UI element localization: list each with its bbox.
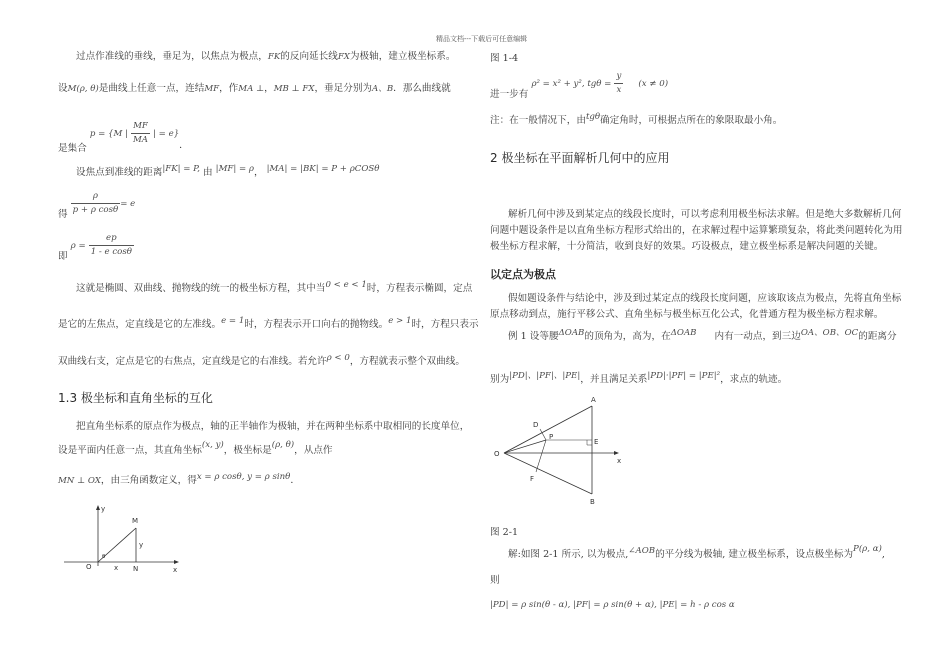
- text: ，方程就表示整个双曲线。: [349, 356, 465, 367]
- text: 由: [203, 167, 213, 178]
- text: 的顶角为，高为，在: [584, 331, 671, 342]
- math-distance-eqs: |PD| = ρ sin(θ - α), |PF| = ρ sin(θ + α), |PE| = h - ρ cos α: [490, 600, 735, 610]
- label-o: O: [494, 450, 500, 458]
- text: 解:如图 2-1 所示, 以为极点,: [508, 549, 629, 560]
- text: 是曲线上任意一点，连结: [98, 83, 205, 94]
- math-ellipse-cond: 0 < e < 1: [325, 280, 367, 290]
- text: ．: [290, 475, 300, 486]
- page-header: 精品文档---下载后可任意编辑: [436, 35, 528, 43]
- label-m: M: [132, 517, 139, 525]
- math-triangle: ΔOAB: [670, 328, 697, 338]
- math-rho-theta: (ρ, θ): [271, 440, 295, 450]
- text: ，: [264, 83, 274, 94]
- equation-further: [490, 70, 669, 100]
- math-rho-squared: ρ² = x² + y², tgθ =: [531, 79, 612, 89]
- paragraph-hyperbola: [58, 355, 465, 369]
- side-oa: [504, 406, 592, 453]
- math-fraction: [71, 190, 121, 217]
- math-angle: ∠AOB: [628, 546, 656, 556]
- paragraph-conversion: 把直角坐标系的原点作为极点，轴的正半轴作为极轴，并在两种坐标系中取相同的长度单位，: [76, 421, 470, 432]
- math-cond: (x ≠ 0): [638, 79, 669, 89]
- text: 注：在一般情况下，由: [490, 115, 586, 126]
- math-ma-bk: |MA| = |BK| = P + ρCOSθ: [266, 164, 380, 174]
- frac-num: y: [614, 70, 623, 84]
- paragraph-intro-3: 极坐标方程求解，十分简洁，收到良好的效果。巧设极点，建立极坐标系是解决问题的关键。: [490, 241, 884, 252]
- paragraph-example-2: [490, 373, 787, 387]
- label-y: y: [101, 505, 106, 513]
- label-a: A: [591, 396, 596, 404]
- paragraph-distance: [76, 166, 379, 180]
- x-axis-arrow: [174, 560, 179, 564]
- text: 确定角时，可根据点所在的象限取最小角。: [600, 115, 783, 126]
- text: 的平分线为极轴, 建立极坐标系，设点极坐标为: [655, 549, 854, 560]
- paragraph-method-2: 原点移动到点，施行平移公式、直角坐标与极坐标互化公式，化普通方程为极坐标方程求解。: [490, 309, 884, 320]
- math-fk-p: |FK| = P,: [162, 164, 200, 174]
- side-ob: [504, 453, 592, 494]
- text: 时，方程表示椭圆，定点: [366, 283, 473, 294]
- math-fraction: [131, 120, 150, 147]
- frac-num: MF: [131, 120, 150, 134]
- math-set-right: | = e}: [153, 129, 180, 139]
- text: 的反向延长线: [280, 51, 338, 62]
- text: ,: [881, 549, 885, 560]
- math-set-left: p = {M |: [89, 129, 128, 139]
- text: 过点作准线的垂线，垂足为，以焦点为极点，: [76, 51, 268, 62]
- math-ab: A、B: [372, 84, 394, 94]
- label-o: O: [86, 563, 92, 571]
- text: ，: [253, 167, 264, 178]
- text: 得: [58, 209, 68, 220]
- equation-get: [58, 190, 136, 220]
- text: ，从点作: [294, 445, 333, 456]
- section-heading-2: 2 极坐标在平面解析几何中的应用: [490, 151, 670, 165]
- frac-num: ep: [89, 232, 134, 246]
- math-rho: ρ =: [70, 241, 86, 251]
- math-mf: MF: [204, 84, 220, 94]
- label-y-value: y: [139, 541, 144, 549]
- label-x: x: [617, 457, 622, 465]
- paragraph-intro-1: 解析几何中涉及到某定点的线段长度时，可以考虑利用极坐标法求解。但是绝大多数解析几何: [508, 209, 902, 220]
- math-fx: FX: [337, 52, 350, 62]
- math-relation: |PD|·|PF| = |PE|²: [647, 371, 721, 381]
- math-e-gt-1: e > 1: [388, 316, 412, 326]
- paragraph-note: [490, 114, 782, 128]
- figure-caption-1-4: 图 1-4: [490, 53, 519, 64]
- text: ，并且满足关系: [580, 374, 648, 385]
- text: 的距离分: [858, 331, 897, 342]
- frac-den: p + ρ cosθ: [72, 205, 119, 215]
- text: 双曲线右支，定点是它的右焦点，定直线是它的右准线。若允许: [58, 356, 327, 367]
- math-distances: |PD|、|PF|、|PE|: [509, 371, 581, 381]
- frac-den: x: [616, 85, 622, 95]
- paragraph-example-1: [508, 330, 897, 344]
- paragraph-set-point: [58, 82, 451, 96]
- right-angle-mark: [587, 440, 592, 445]
- text: ，作: [219, 83, 239, 94]
- label-x-value: x: [114, 564, 119, 572]
- text: 是它的左焦点，定直线是它的左准线。: [58, 319, 222, 330]
- math-sides: OA、OB、OC: [800, 328, 859, 338]
- label-p: P: [549, 433, 554, 441]
- paragraph-unified: [76, 282, 472, 296]
- figure-caption-2-1: 图 2-1: [490, 527, 519, 538]
- text: ，垂足分别为: [314, 83, 373, 94]
- math-fk: FK: [267, 52, 281, 62]
- figure-triangle: [486, 392, 636, 510]
- text: 例 1 设等腰: [508, 331, 559, 342]
- text: 时，方程表示开口向右的抛物线。: [244, 319, 389, 330]
- paragraph-set: [58, 120, 189, 154]
- paragraph-coords: [58, 440, 333, 458]
- label-d: D: [533, 421, 539, 429]
- label-theta: θ: [102, 554, 106, 560]
- label-b: B: [590, 498, 595, 506]
- math-tg-theta: tgθ: [585, 112, 601, 122]
- text: 别为: [490, 374, 510, 385]
- polar-axis-arrow: [614, 451, 619, 455]
- text: 设焦点到准线的距离: [76, 167, 163, 178]
- segment-pf: [536, 440, 546, 472]
- frac-den: 1 - e cosθ: [90, 247, 132, 257]
- text: 这就是椭圆、双曲线、抛物线的统一的极坐标方程，其中当: [76, 283, 326, 294]
- math-ma: MA ⊥: [238, 84, 265, 94]
- math-triangle: ΔOAB: [558, 328, 585, 338]
- text: 设: [58, 83, 68, 94]
- label-n: N: [133, 565, 139, 573]
- paragraph-then: 则: [490, 575, 500, 586]
- paragraph-directrix: [76, 50, 455, 64]
- text: ，求点的轨迹。: [720, 374, 788, 385]
- text: ，极坐标是: [223, 445, 272, 456]
- paragraph-intro-2: 问题中题设条件是以直角坐标方程形式给出的，在求解过程中运算繁琐复杂，将此类问题转化为用: [490, 225, 903, 236]
- text: ，由三角函数定义，得: [100, 475, 197, 486]
- math-fraction: [614, 70, 623, 97]
- paragraph-trig: [58, 474, 300, 488]
- text: 内有一动点，到三边: [714, 331, 801, 342]
- y-axis-arrow: [96, 505, 100, 510]
- section-heading-1-3: 1.3 极坐标和直角坐标的互化: [58, 391, 213, 405]
- math-mf-rho: |MF| = ρ: [215, 164, 254, 174]
- math-mn-ox: MN ⊥ OX: [58, 476, 101, 486]
- text: ．那么曲线就: [393, 83, 451, 94]
- subsection-heading-fixed-point: 以定点为极点: [490, 268, 556, 281]
- label-x-axis: x: [173, 566, 178, 574]
- frac-num: ρ: [71, 190, 121, 204]
- label-e: E: [594, 438, 599, 446]
- paragraph-solution: [508, 544, 885, 562]
- text: 为极轴，建立极坐标系。: [349, 51, 456, 62]
- math-e-eq-1: e = 1: [221, 316, 245, 326]
- math-mb: MB ⊥ FX: [273, 84, 315, 94]
- text: 时，方程只表示: [411, 319, 479, 330]
- text: ．: [179, 140, 189, 151]
- math-xy: (x, y): [201, 440, 224, 450]
- equation-distances: [490, 592, 735, 611]
- math-xy-polar: x = ρ cosθ, y = ρ sinθ: [196, 472, 291, 482]
- text: 进一步有: [490, 89, 529, 100]
- math-fraction: [89, 232, 134, 259]
- math-point-p: P(ρ, α): [853, 544, 882, 554]
- paragraph-parabola: [58, 318, 479, 332]
- text: 即: [58, 251, 68, 262]
- figure-polar-rect: [60, 500, 190, 580]
- math-rho-neg: ρ < 0: [326, 353, 350, 363]
- equation-polar: [58, 232, 134, 262]
- math-point-m: M(ρ, θ): [67, 84, 99, 94]
- math-eq-e: = e: [120, 199, 136, 209]
- frac-den: MA: [132, 135, 148, 145]
- text: 设是平面内任意一点，其直角坐标: [58, 445, 202, 456]
- text: 是集合: [58, 143, 87, 154]
- label-f: F: [530, 475, 535, 483]
- paragraph-method-1: 假如题设条件与结论中，涉及到过某定点的线段长度问题，应该取该点为极点，先将直角坐标: [508, 293, 902, 304]
